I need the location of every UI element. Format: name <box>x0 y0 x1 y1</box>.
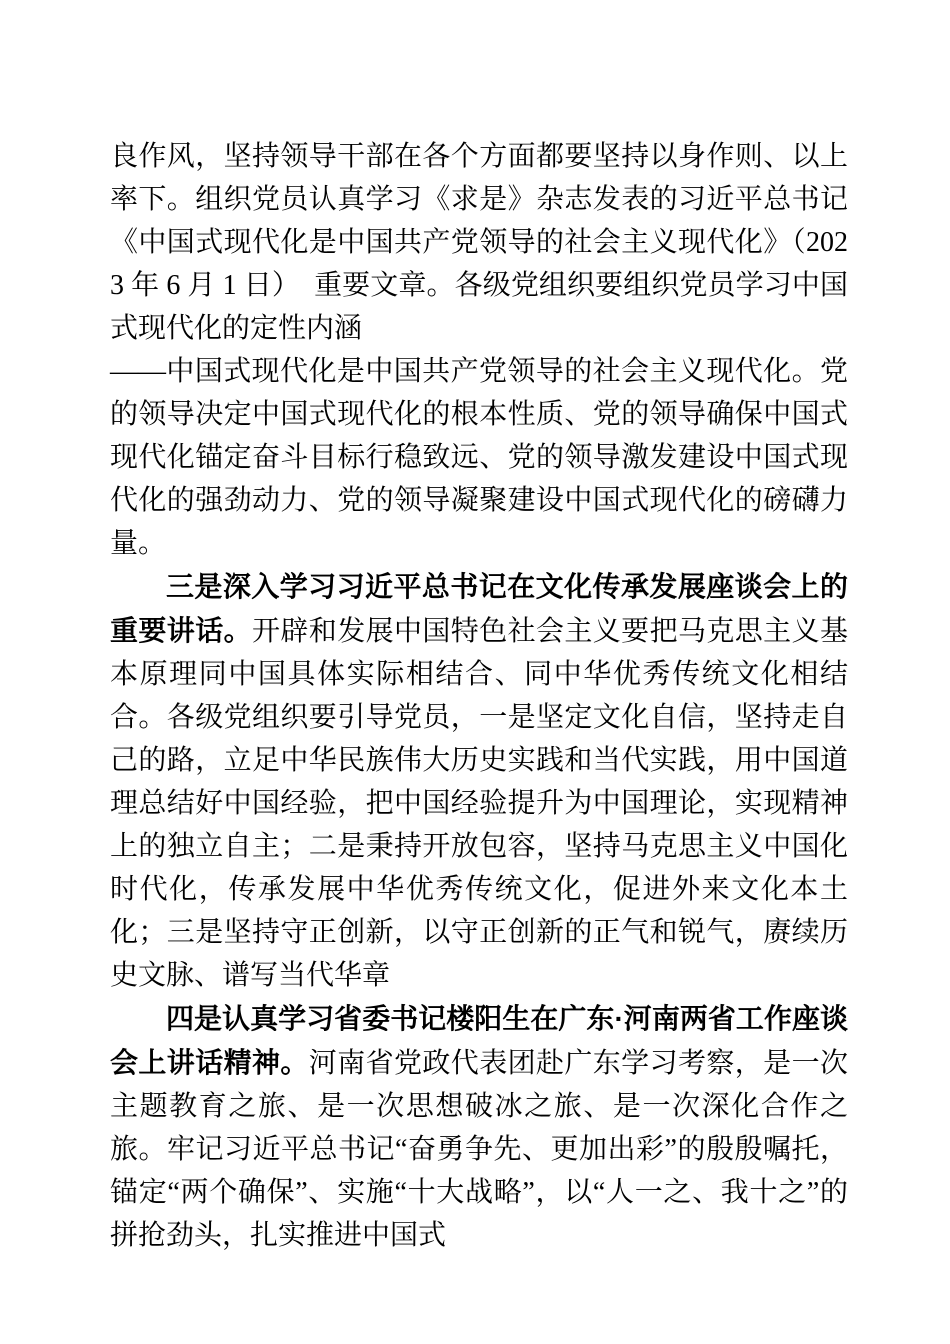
document-body <box>110 135 848 1257</box>
body-text-run: 河南省党政代表团赴广东学习考察，是一次主题教育之旅、是一次思想破冰之旅、是一次深化合作之旅。牢记习近平总书记“奋勇争先、更加出彩”的殷殷嘱托，锚定“两个确保”、实施“十大战略”，以“人一之、我十之”的拼抢劲头，扎实推进中国式 <box>110 1048 848 1251</box>
paragraph-4 <box>110 997 848 1257</box>
paragraph-2 <box>110 350 848 565</box>
paragraph-3 <box>110 565 848 997</box>
body-text-run: 良作风，坚持领导干部在各个方面都要坚持以身作则、以上率下。组织党员认真学习《求是》杂志发表的习近平总书记《中国式现代化是中国共产党领导的社会主义现代化》（2023 年 6 月 1 日） 重要文章。各级党组织要组织党员学习中国式现代化的定性内涵 <box>110 141 848 344</box>
section-heading-run: 四是认真学习省委书记楼阳生在广东·河南两省工作座谈会上讲话精神。 <box>110 1003 848 1078</box>
paragraph-1 <box>110 135 848 350</box>
section-heading-run: 三是深入学习习近平总书记在文化传承发展座谈会上的重要讲话。 <box>110 571 848 646</box>
body-text-run: ——中国式现代化是中国共产党领导的社会主义现代化。党的领导决定中国式现代化的根本性质、党的领导确保中国式现代化锚定奋斗目标行稳致远、党的领导激发建设中国式现代化的强劲动力、党的领导凝聚建设中国式现代化的磅礴力量。 <box>110 356 848 559</box>
body-text-run: 开辟和发展中国特色社会主义要把马克思主义基本原理同中国具体实际相结合、同中华优秀传统文化相结合。各级党组织要引导党员，一是坚定文化自信，坚持走自己的路，立足中华民族伟大历史实践和当代实践，用中国道理总结好中国经验，把中国经验提升为中国理论，实现精神上的独立自主；二是秉持开放包容，坚持马克思主义中国化时代化，传承发展中华优秀传统文化，促进外来文化本土化；三是坚持守正创新，以守正创新的正气和锐气，赓续历史文脉、谱写当代华章 <box>110 616 848 991</box>
